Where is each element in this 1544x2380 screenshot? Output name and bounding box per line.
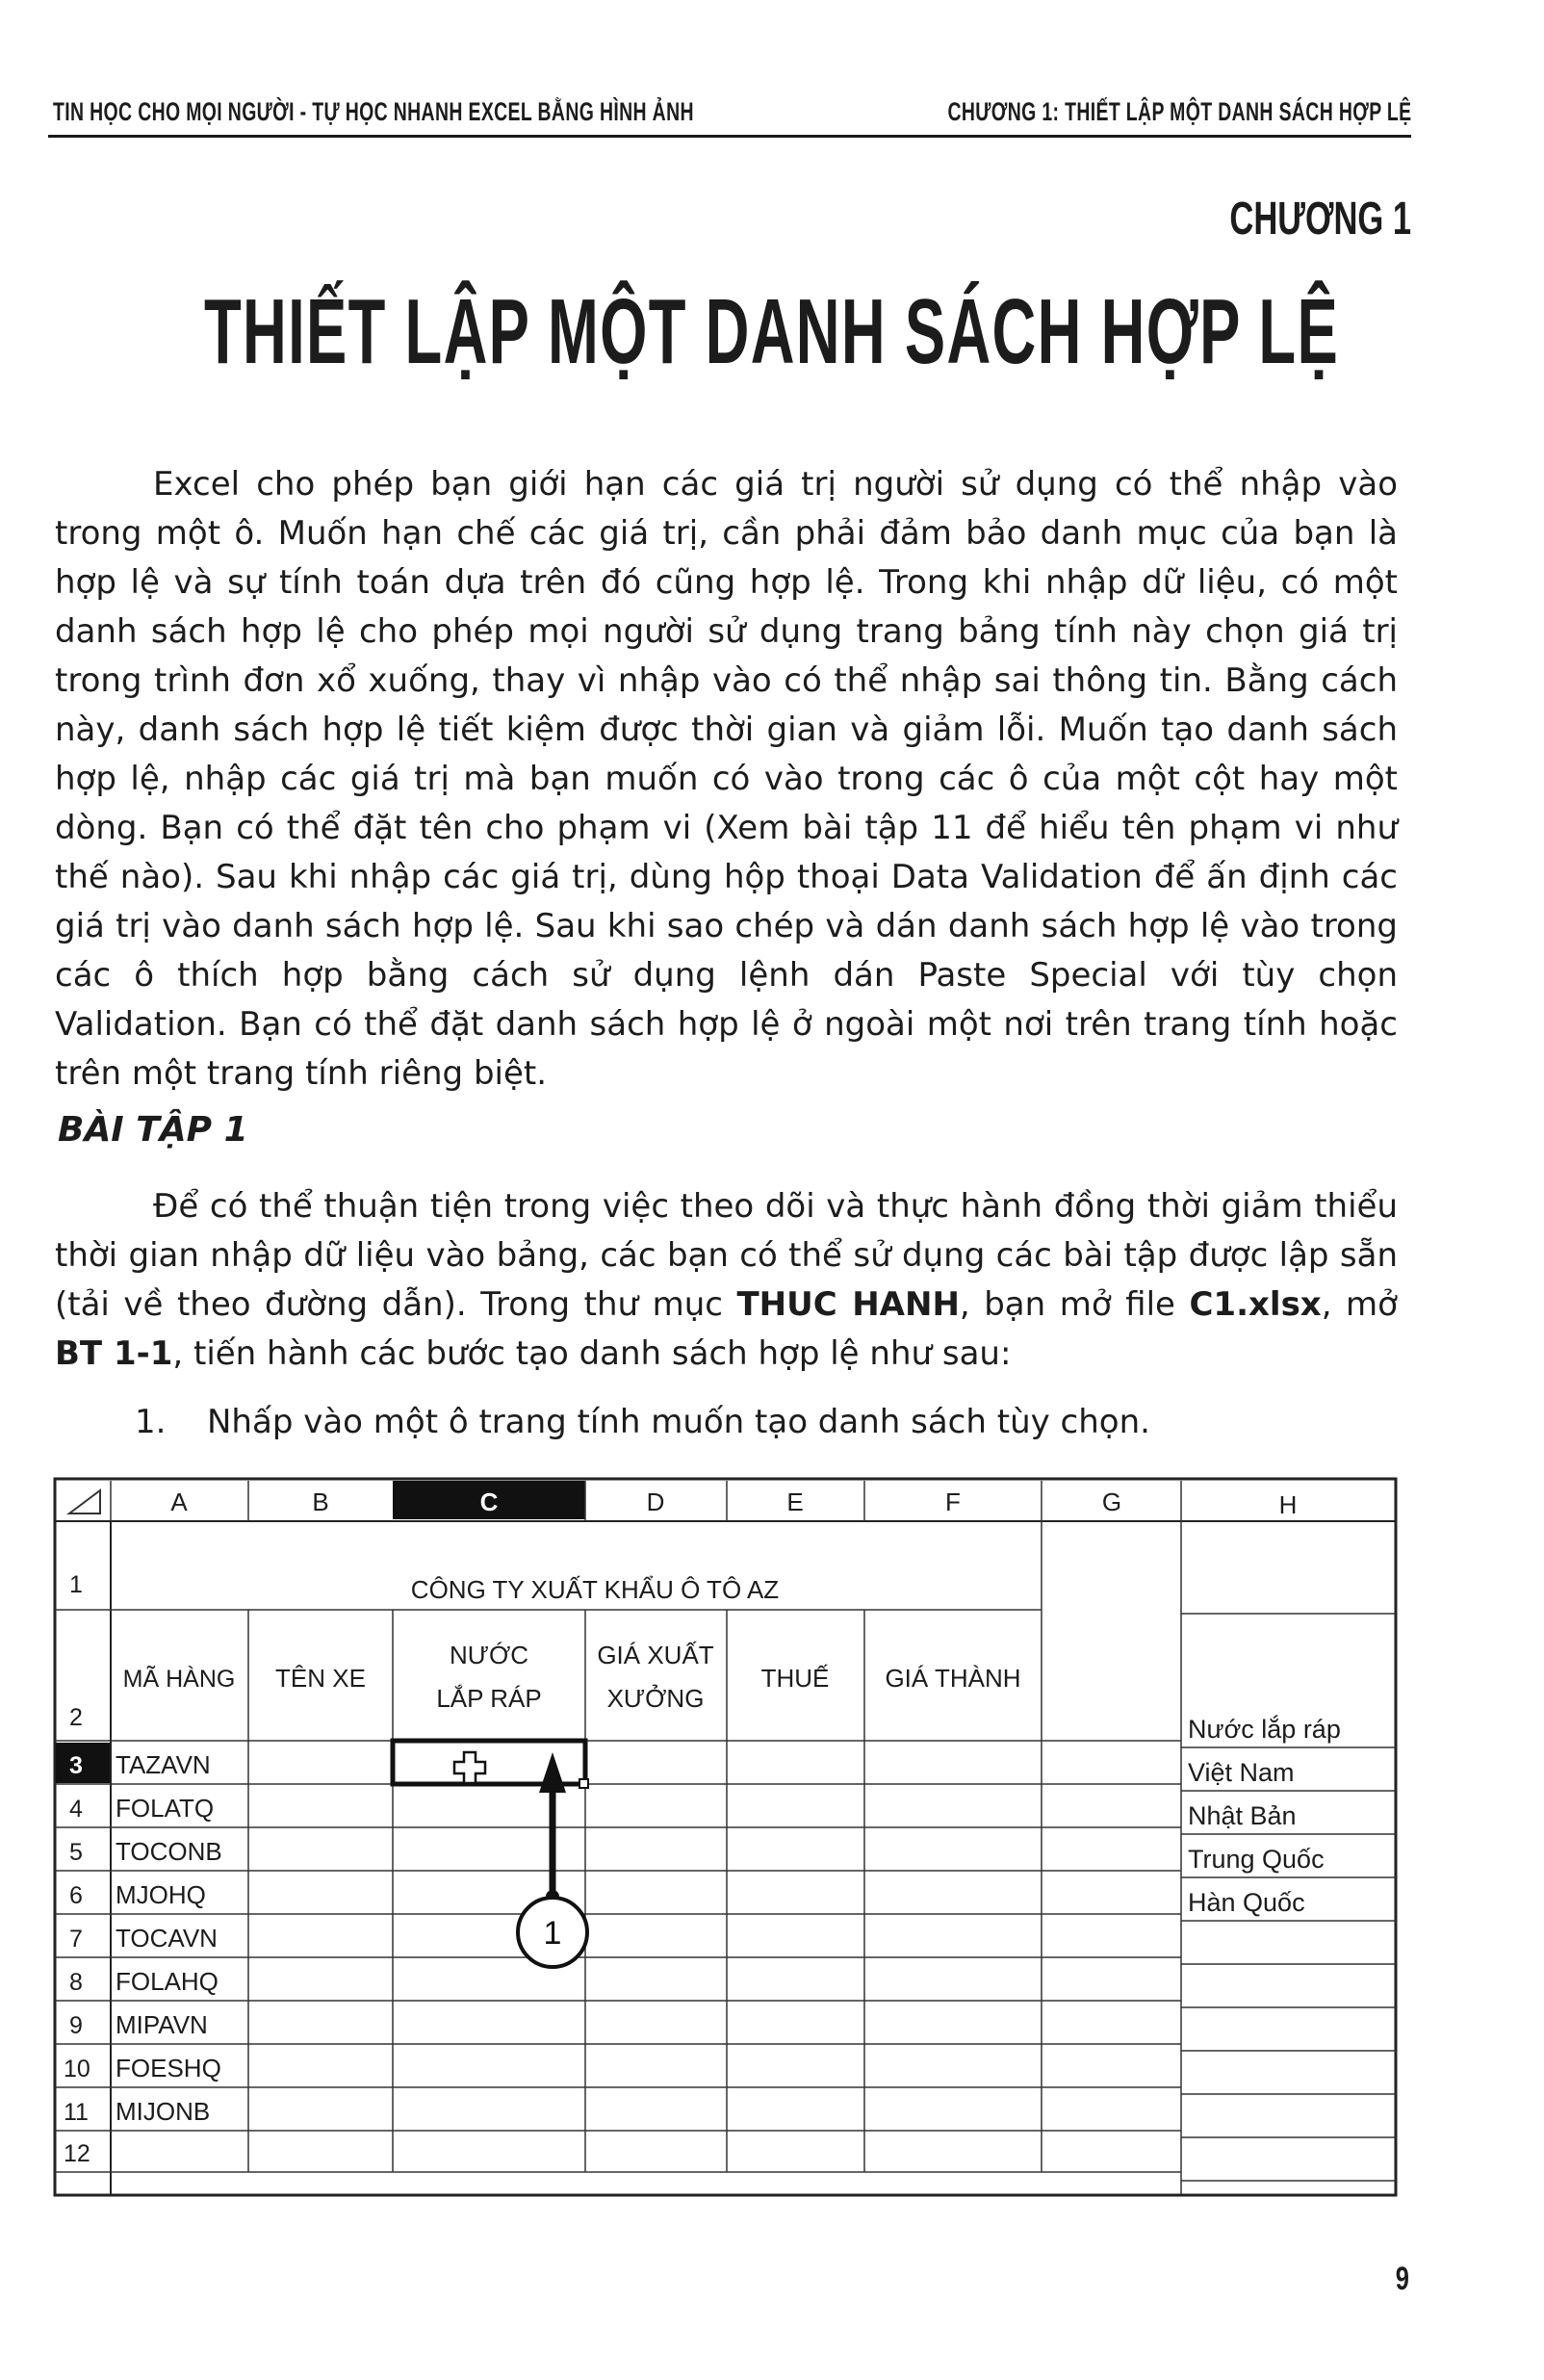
source-list: [1188, 1714, 1341, 1917]
page-number: 9: [1395, 2261, 1409, 2297]
column-headers: [170, 1488, 1297, 1519]
code-cell[interactable]: MIJONB: [116, 2097, 211, 2126]
code-cell[interactable]: TOCONB: [116, 1837, 222, 1866]
header-book-title: TIN HỌC CHO MỌI NGƯỜI - TỰ HỌC NHANH EXCEL BẰNG HÌNH ẢNH: [53, 97, 694, 126]
sheet-title-cell[interactable]: CÔNG TY XUẤT KHẨU Ô TÔ AZ: [410, 1575, 780, 1604]
instructions-text-4: , tiến hành các bước tạo danh sách hợp lệ như sau:: [172, 1334, 1012, 1373]
list-value-cell[interactable]: Nhật Bản: [1188, 1801, 1297, 1830]
row-number-5[interactable]: 5: [69, 1839, 83, 1866]
column-header-e[interactable]: E: [786, 1488, 804, 1516]
row-number-6[interactable]: 6: [69, 1882, 83, 1909]
column-header-c[interactable]: C: [479, 1488, 499, 1516]
header-chapter-title: CHƯƠNG 1: THIẾT LẬP MỘT DANH SÁCH HỢP LỆ: [946, 97, 1411, 126]
cell-cursor-icon: [454, 1752, 485, 1783]
folder-name: THUC HANH: [736, 1285, 960, 1324]
code-column: [116, 1750, 222, 2126]
list-value-cell[interactable]: Hàn Quốc: [1188, 1888, 1305, 1917]
file-name: C1.xlsx: [1189, 1285, 1322, 1324]
column-header-h[interactable]: H: [1278, 1490, 1298, 1519]
row-number-4[interactable]: 4: [69, 1796, 83, 1823]
instructions-text-2: , bạn mở file: [959, 1285, 1190, 1324]
column-header-b[interactable]: B: [312, 1488, 329, 1516]
row-numbers: [64, 1571, 90, 2167]
field-header-nuoc-line1[interactable]: NƯỚC: [449, 1641, 529, 1669]
step-text: Nhấp vào một ô trang tính muốn tạo danh sách tùy chọn.: [207, 1403, 1150, 1441]
column-header-g[interactable]: G: [1101, 1488, 1122, 1516]
field-header-row: [123, 1641, 1021, 1713]
row-number-11[interactable]: 11: [64, 2099, 89, 2126]
step-1: [135, 1398, 1150, 1447]
running-header: [48, 89, 1411, 138]
field-header-thue[interactable]: THUẾ: [760, 1664, 830, 1693]
chapter-label: CHƯƠNG 1: [1229, 194, 1411, 245]
callout-number: 1: [543, 1915, 562, 1952]
row-header-3-selected[interactable]: [56, 1743, 110, 1783]
exercise-instructions: [55, 1182, 1398, 1379]
list-header-cell[interactable]: Nước lắp ráp: [1188, 1715, 1341, 1744]
column-header-f[interactable]: F: [945, 1488, 961, 1516]
row-number-9[interactable]: 9: [69, 2012, 83, 2039]
callout-badge: [518, 1898, 587, 1967]
field-header-ten-xe[interactable]: TÊN XE: [275, 1664, 366, 1693]
instructions-text-3: , mở: [1321, 1285, 1398, 1324]
field-header-gia-xuat-line1[interactable]: GIÁ XUẤT: [597, 1641, 714, 1669]
code-cell[interactable]: FOLAHQ: [116, 1967, 219, 1996]
field-header-nuoc-line2[interactable]: LẮP RÁP: [436, 1684, 542, 1713]
row-number-3[interactable]: 3: [69, 1752, 83, 1779]
step-number: 1.: [135, 1403, 167, 1441]
column-header-d[interactable]: D: [646, 1488, 665, 1516]
sheet-name: BT 1-1: [55, 1334, 173, 1373]
row-number-7[interactable]: 7: [69, 1926, 83, 1953]
exercise-heading: BÀI TẬP 1: [58, 1110, 248, 1150]
fill-handle[interactable]: [579, 1779, 588, 1788]
intro-paragraph: Excel cho phép bạn giới hạn các giá trị người sử dụng có thể nhập vào trong một ô. Muốn hạn chế các giá trị, cần phải đảm bảo danh mục của bạn là hợp lệ và sự tính toán dựa trên đó cũng hợp lệ. Trong khi nhập dữ liệu, có một danh sách hợp lệ cho phép mọi người sử dụng trang bảng tính này chọn giá trị trong trình đơn xổ xuống, thay vì nhập vào có thể nhập sai thông tin. Bằng cách này, danh sách hợp lệ tiết kiệm được thời gian và giảm lỗi. Muốn tạo danh sách hợp lệ, nhập các giá trị mà bạn muốn có vào trong các ô của một cột hay một dòng. Bạn có thể đặt tên cho phạm vi (Xem bài tập 11 để hiểu tên phạm vi như thế nào). Sau khi nhập các giá trị, dùng hộp thoại Data Validation để ấn định các giá trị vào danh sách hợp lệ. Sau khi sao chép và dán danh sách hợp lệ vào trong các ô thích hợp bằng cách sử dụng lệnh dán Paste Special với tùy chọn Validation. Bạn có thể đặt danh sách hợp lệ ở ngoài một nơi trên trang tính hoặc trên một trang tính riêng biệt.: [55, 465, 1398, 1093]
column-header-a[interactable]: A: [170, 1488, 188, 1516]
chapter-title: THIẾT LẬP MỘT DANH SÁCH HỢP LỆ: [204, 280, 1340, 383]
list-value-cell[interactable]: Trung Quốc: [1188, 1845, 1325, 1874]
row-number-1[interactable]: 1: [69, 1571, 83, 1598]
code-cell[interactable]: TOCAVN: [116, 1924, 218, 1953]
code-cell[interactable]: MIPAVN: [116, 2010, 208, 2039]
code-cell[interactable]: FOLATQ: [116, 1794, 215, 1823]
field-header-gia-thanh[interactable]: GIÁ THÀNH: [885, 1664, 1021, 1693]
select-all-corner-icon[interactable]: [69, 1490, 100, 1513]
list-value-cell[interactable]: Việt Nam: [1188, 1758, 1295, 1787]
code-cell[interactable]: TAZAVN: [116, 1750, 211, 1779]
field-header-ma-hang[interactable]: MÃ HÀNG: [122, 1666, 236, 1693]
row-grid-lines: [55, 1784, 1181, 2172]
code-cell[interactable]: FOESHQ: [116, 2054, 221, 2082]
row-number-10[interactable]: 10: [64, 2056, 90, 2082]
row-number-12[interactable]: 12: [64, 2140, 90, 2167]
row-number-2[interactable]: 2: [69, 1704, 83, 1731]
row-number-8[interactable]: 8: [69, 1969, 83, 1996]
code-cell[interactable]: MJOHQ: [116, 1880, 206, 1909]
field-header-gia-xuat-line2[interactable]: XƯỞNG: [606, 1684, 705, 1713]
instructions-text-1: Để có thể thuận tiện trong việc theo dõi và thực hành đồng thời giảm thiểu thời gian nhập dữ liệu vào bảng, các bạn có thể sử dụng các bài tập được lập sẵn (tải về theo đường dẫn). Trong thư mục: [55, 1187, 1398, 1324]
